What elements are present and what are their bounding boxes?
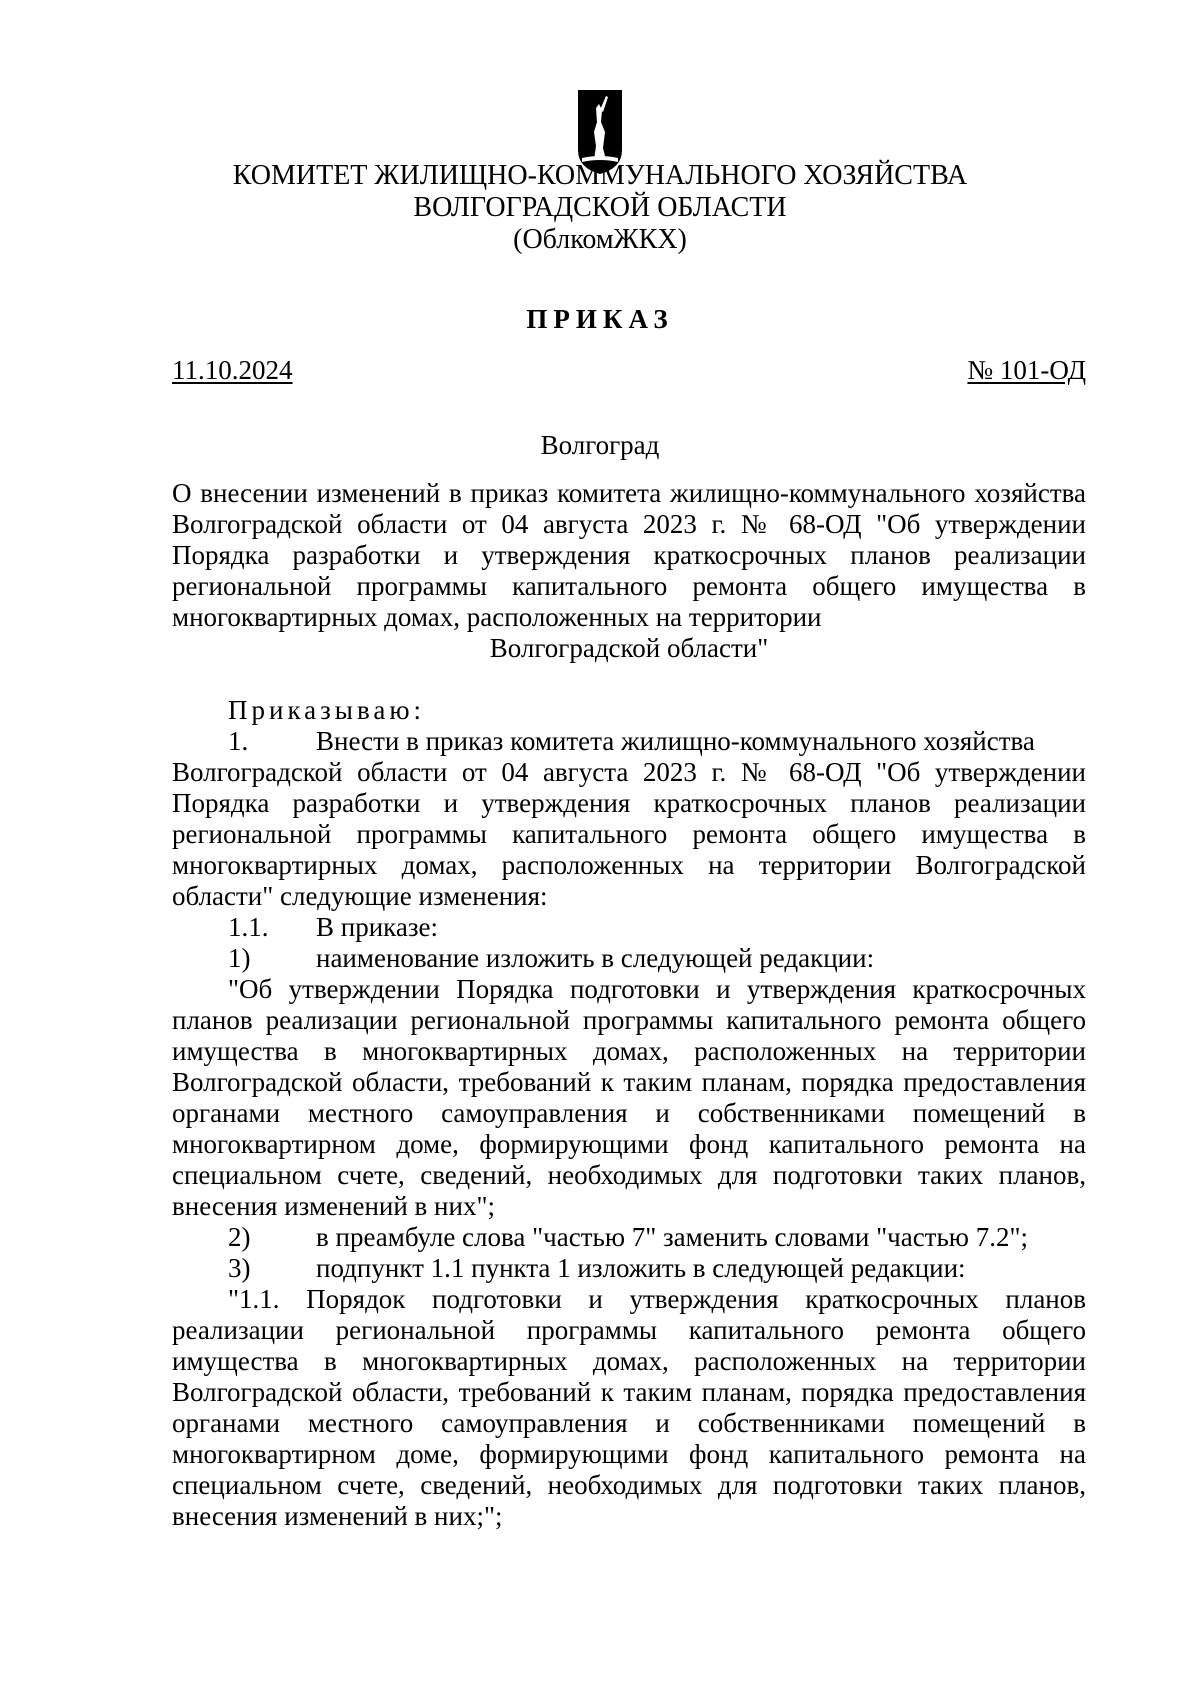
item-1-text: Внести в приказ комитета жилищно-коммунального хозяйства xyxy=(316,726,1035,756)
subitem-2 xyxy=(172,1222,1086,1253)
subject-last-line: Волгоградской области" xyxy=(489,633,769,663)
quote-1: "Об утверждении Порядка подготовки и утверждения краткосрочных планов реализации региональной программы капитального ремонта общего имущества в многоквартирных домах, расположенных на территории Волгоградской области, требований к таким планам, порядка предоставления органами местного самоуправления и собственниками помещений в многоквартирном доме, формирующими фонд капитального ремонта на специальном счете, сведений, необходимых для подготовки таких планов, внесения изменений в них"; xyxy=(172,974,1086,1221)
subitem-3-text: подпункт 1.1 пункта 1 изложить в следующей редакции: xyxy=(316,1253,966,1283)
subitem-3 xyxy=(172,1253,1086,1284)
org-name-line2: ВОЛГОГРАДСКОЙ ОБЛАСТИ xyxy=(413,192,787,223)
item-1-1-text: В приказе: xyxy=(316,912,439,942)
org-name-line1: КОМИТЕТ ЖИЛИЩНО-КОММУНАЛЬНОГО ХОЗЯЙСТВА xyxy=(232,160,968,191)
subject-text: О внесении изменений в приказ комитета жилищно-коммунального хозяйства Волгоградской области от 04 августа 2023 г. № 68-ОД "Об утверждении Порядка разработки и утверждения краткосрочных планов реализации региональной программы капитального ремонта общего имущества в многоквартирных домах, расположенных на территории xyxy=(172,478,1086,632)
subitem-1-text: наименование изложить в следующей редакции: xyxy=(316,943,875,973)
document-date: 11.10.2024 xyxy=(172,355,293,385)
item-1-continuation: Волгоградской области от 04 августа 2023 г. № 68-ОД "Об утверждении Порядка разработки и утверждения краткосрочных планов реализации региональной программы капитального ремонта общего имущества в многоквартирных домах, расположенных на территории Волгоградской области" следующие изменения: xyxy=(172,757,1086,911)
subitem-2-text: в преамбуле слова "частью 7" заменить словами "частью 7.2"; xyxy=(316,1222,1028,1252)
org-short-name: (ОблкомЖКХ) xyxy=(513,224,687,255)
subitem-1-number: 1) xyxy=(228,943,251,973)
document-type: ПРИКАЗ xyxy=(526,304,674,334)
quote-2: "1.1. Порядок подготовки и утверждения краткосрочных планов реализации региональной программы капитального ремонта общего имущества в многоквартирных домах, расположенных на территории Волгоградской области, требований к таким планам, порядка предоставления органами местного самоуправления и собственниками помещений в многоквартирном доме, формирующими фонд капитального ремонта на специальном счете, сведений, необходимых для подготовки таких планов, внесения изменений в них;"; xyxy=(172,1284,1086,1531)
order-word: Приказываю: xyxy=(228,695,425,725)
subitem-3-number: 3) xyxy=(228,1253,251,1283)
document-number: № 101-ОД xyxy=(967,355,1086,385)
item-1-1-number: 1.1. xyxy=(228,912,269,942)
subitem-1 xyxy=(172,943,1086,974)
item-1-1 xyxy=(172,912,1086,943)
item-1-number: 1. xyxy=(228,726,249,756)
document-body xyxy=(172,478,1086,1532)
item-1 xyxy=(172,726,1086,757)
subitem-2-number: 2) xyxy=(228,1222,251,1252)
document-subject xyxy=(172,478,1086,664)
document-city: Волгоград xyxy=(540,430,660,460)
